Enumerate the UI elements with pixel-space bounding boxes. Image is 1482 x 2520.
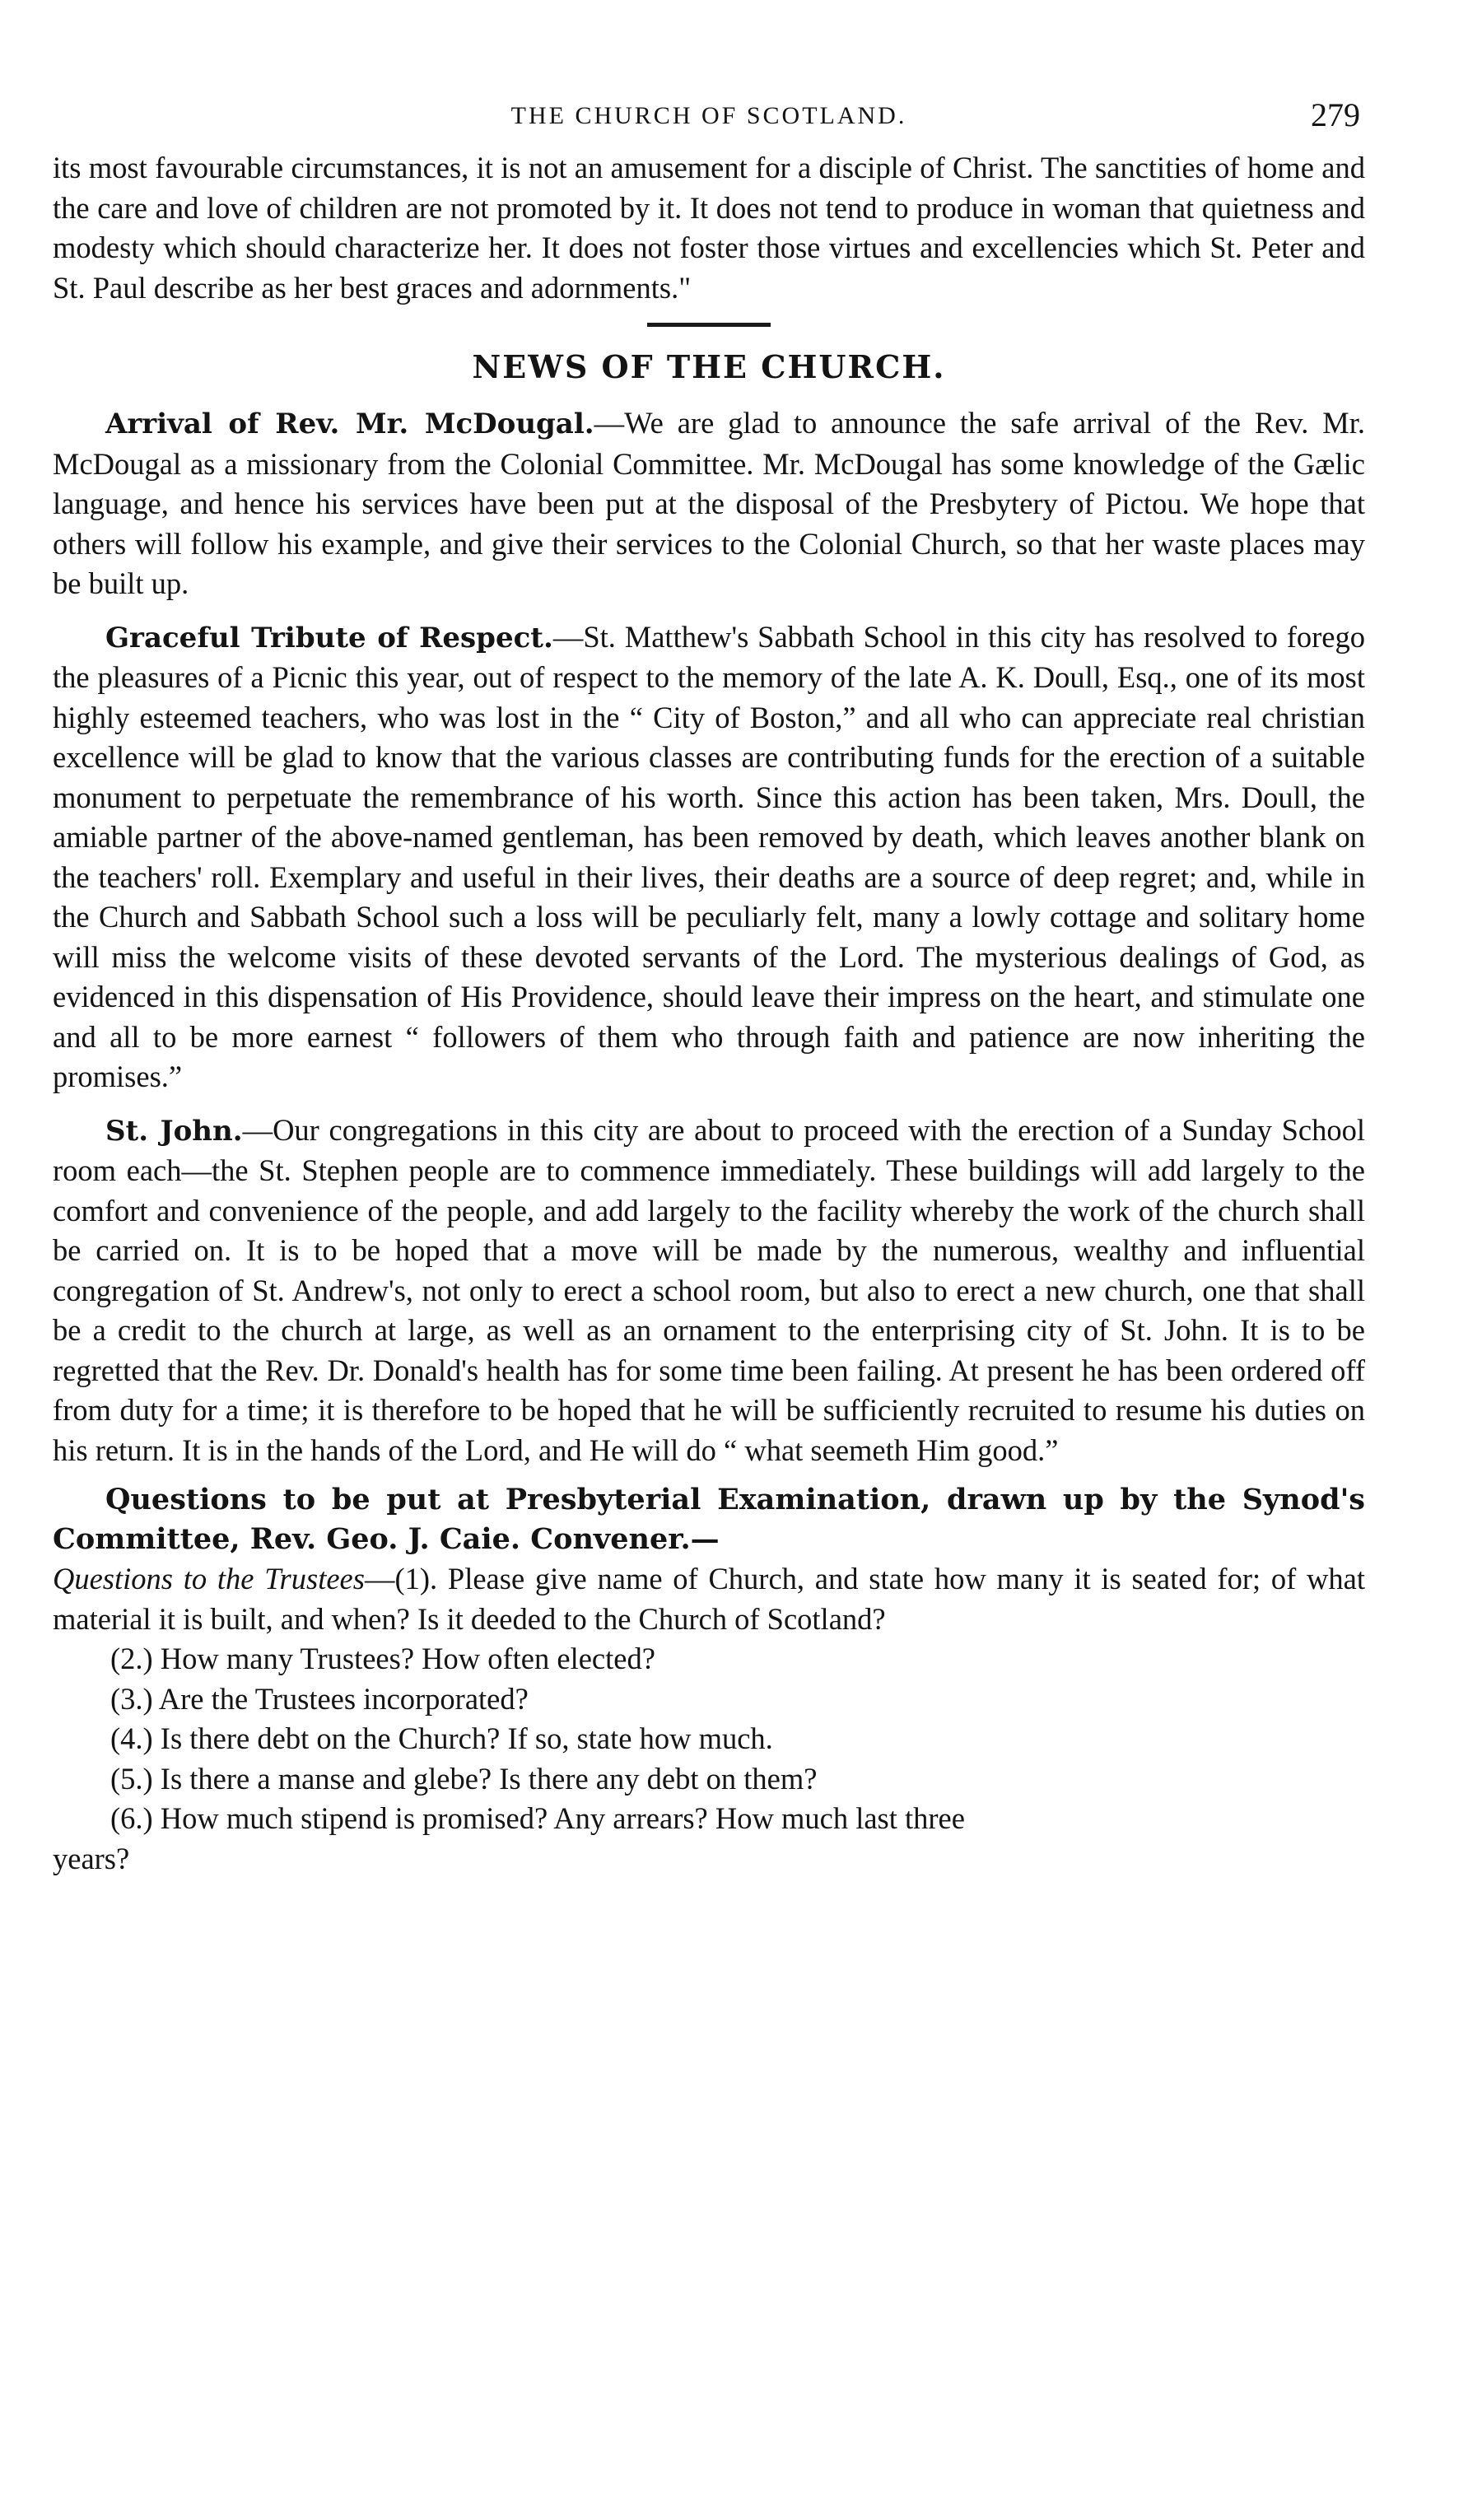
- question-tail: years?: [53, 1841, 130, 1875]
- article-tribute: [53, 617, 1365, 1097]
- question-item: (5.) Is there a manse and glebe? Is there any debt on them?: [110, 1761, 818, 1796]
- section-divider: [647, 323, 771, 327]
- section-title: NEWS OF THE CHURCH.: [472, 348, 946, 385]
- article-body: —St. Matthew's Sabbath School in this city has resolved to forego the pleasures of a Picnic this year, out of respect to the memory of the late A. K. Doull, Esq., one of its most highly esteemed teachers, who was lost in the “ City of Boston,” and all who can appreciate real christian excellence will be glad to know that the various classes are contributing funds for the erection of a suitable monument to perpetuate the remembrance of his worth. Since this action has been taken, Mrs. Doull, the amiable partner of the above-named gentleman, has been removed by death, which leaves another blank on the teachers' roll. Exemplary and useful in their lives, their deaths are a source of deep regret; and, while in the Church and Sabbath School such a loss will be peculiarly felt, many a lowly cottage and solitary home will miss the welcome visits of these devoted servants of the Lord. The mysterious dealings of God, as evidenced in this dispensation of His Providence, should leave their impress on the heart, and stimulate one and all to be more earnest “ followers of them who through faith and patience are now inheriting the promises.”: [53, 619, 1366, 1093]
- page-number: 279: [1311, 96, 1360, 133]
- question-item: (4.) Is there debt on the Church? If so, state how much.: [110, 1721, 773, 1755]
- article-lead: Arrival of Rev. Mr. McDougal.: [105, 408, 594, 440]
- article-st-john: [53, 1111, 1365, 1471]
- question-item: (3.) Are the Trustees incorporated?: [110, 1681, 529, 1716]
- question-item: (2.) How many Trustees? How often elected?: [110, 1642, 655, 1675]
- article-arrival: [53, 403, 1365, 604]
- questions-first: [53, 1559, 1365, 1639]
- trustees-label: Questions to the Trustees: [53, 1562, 365, 1595]
- intro-paragraph: its most favourable circumstances, it is not an amusement for a disciple of Christ. The sanctities of home and the care and love of children are not promoted by it. It does not tend to produce in woman that quietness and modesty which should characterize her. It does not foster those virtues and excellencies which St. Peter and St. Paul describe as her best graces and adornments.": [53, 151, 1365, 305]
- article-body: —We are glad to announce the safe arrival of the Rev. Mr. McDougal as a missionary from the Colonial Committee. Mr. McDougal has some knowledge of the Gælic language, and hence his services have been put at the disposal of the Presbytery of Pictou. We hope that others will follow his example, and give their services to the Colonial Church, so that her waste places may be built up.: [53, 406, 1366, 600]
- running-title: THE CHURCH OF SCOTLAND.: [510, 102, 907, 129]
- article-body: —Our congregations in this city are about to proceed with the erection of a Sunday School room each—the St. Stephen people are to commence immediately. These buildings will add largely to the comfort and convenience of the people, and add largely to the facility whereby the work of the church shall be carried on. It is to be hoped that a move will be made by the numerous, wealthy and influential congregation of St. Andrew's, not only to erect a school room, but also to erect a new church, one that shall be a credit to the church at large, as well as an ornament to the enterprising city of St. John. It is to be regretted that the Rev. Dr. Donald's health has for some time been failing. At present he has been ordered off from duty for a time; it is therefore to be hoped that he will be sufficiently recruited to resume his duties on his return. It is in the hands of the Lord, and He will do “ what seemeth Him good.”: [53, 1112, 1365, 1467]
- questions-heading: Questions to be put at Presbyterial Examination, drawn up by the Synod's Committee, Rev. Geo. J. Caie. Convener.—: [53, 1483, 1365, 1556]
- article-lead: St. John.: [105, 1114, 243, 1148]
- question-1: —(1). Please give name of Church, and state how many it is seated for; of what material it is built, and when? Is it deeded to the Church of Scotland?: [53, 1562, 1365, 1636]
- page: [53, 91, 1365, 1879]
- running-header: [53, 91, 1365, 148]
- question-item: (6.) How much stipend is promised? Any arrears? How much last three: [110, 1801, 965, 1835]
- article-lead: Graceful Tribute of Respect.: [105, 621, 553, 654]
